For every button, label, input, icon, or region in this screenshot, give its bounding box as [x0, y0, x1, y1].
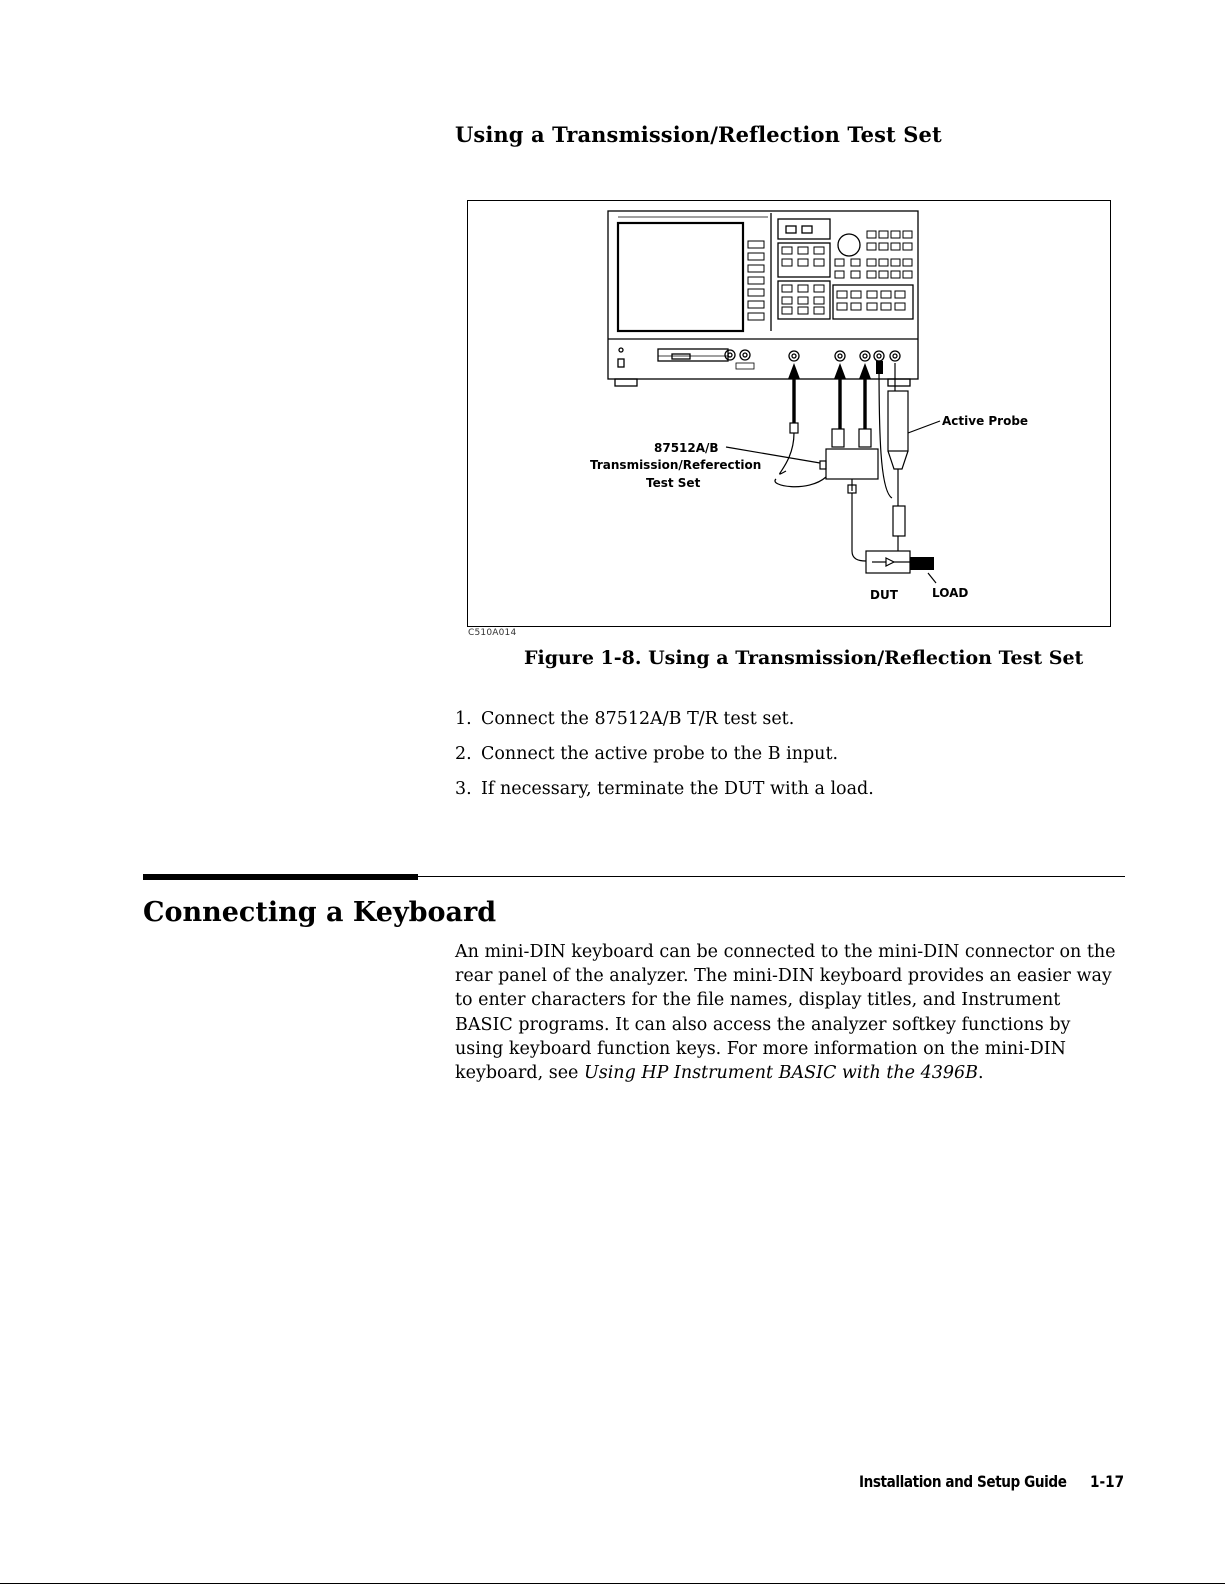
test-set-label-line2: Transmission/Referection — [590, 458, 762, 472]
dut-label: DUT — [870, 588, 898, 602]
procedure-steps — [455, 702, 874, 807]
active-probe-label: Active Probe — [942, 414, 1029, 428]
footer-title: Installation and Setup Guide — [859, 1472, 1067, 1491]
list-item — [455, 702, 874, 737]
section-divider-accent — [143, 874, 418, 880]
page-bottom-rule — [0, 1583, 1225, 1584]
instrument-diagram — [468, 201, 1110, 626]
step-text: Connect the 87512A/B T/R test set. — [481, 709, 795, 729]
list-item — [455, 737, 874, 772]
step-number: 3. — [455, 779, 472, 799]
list-item — [455, 772, 874, 807]
page-number: 1-17 — [1090, 1472, 1125, 1491]
step-text: Connect the active probe to the B input. — [481, 744, 839, 764]
load-label: LOAD — [932, 586, 969, 600]
test-set-label-line3: Test Set — [646, 476, 701, 490]
paragraph-text: An mini-DIN keyboard can be connected to the mini-DIN connector on the rear panel of the analyzer. The mini-DIN keyboard provides an easier way to enter characters for the file names, display titles, and Instrument BASIC programs. It can also access the analyzer softkey functions by using keyboard function keys. For more information on the mini-DIN keyboard, see — [455, 942, 1116, 1084]
step-text: If necessary, terminate the DUT with a load. — [481, 779, 874, 799]
step-number: 2. — [455, 744, 472, 764]
body-paragraph — [455, 940, 1120, 1085]
section-subheading: Using a Transmission/Reflection Test Set — [455, 122, 942, 147]
figure-frame — [467, 200, 1111, 627]
manual-reference: Using HP Instrument BASIC with the 4396B — [583, 1063, 978, 1084]
section-heading: Connecting a Keyboard — [143, 897, 497, 928]
step-number: 1. — [455, 709, 472, 729]
figure-id: C510A014 — [468, 628, 517, 638]
test-set-label-line1: 87512A/B — [654, 441, 719, 455]
paragraph-end: . — [978, 1063, 984, 1084]
figure-caption: Figure 1-8. Using a Transmission/Reflection Test Set — [524, 647, 1084, 669]
